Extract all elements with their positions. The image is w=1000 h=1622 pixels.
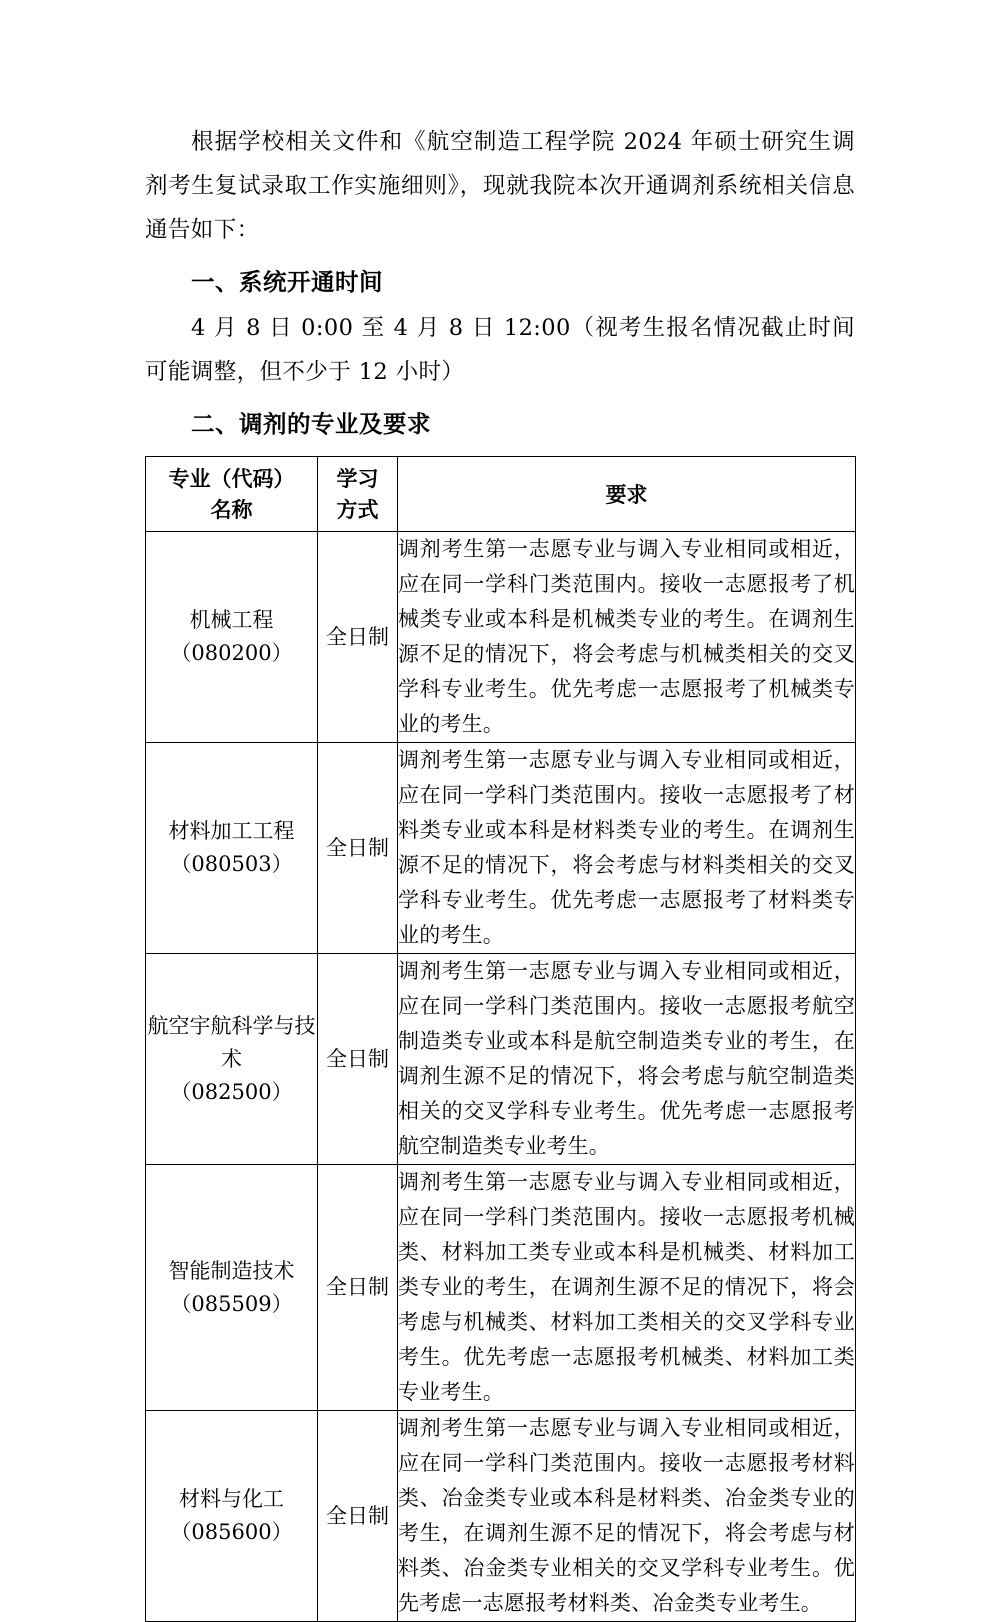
table-row bbox=[146, 1411, 856, 1622]
header-major-name bbox=[146, 457, 318, 532]
major-name: 材料加工工程 bbox=[168, 819, 295, 843]
major-code: （080200） bbox=[170, 641, 293, 665]
section-heading-1: 一、系统开通时间 bbox=[191, 268, 383, 296]
requirement-cell: 调剂考生第一志愿专业与调入专业相同或相近，应在同一学科门类范围内。接收一志愿报考了材料类专业或本科是材料类专业的考生。在调剂生源不足的情况下，将会考虑与材料类相关的交叉学科专业考生。优先考虑一志愿报考了材料类专业的考生。 bbox=[398, 743, 856, 954]
table-row bbox=[146, 954, 856, 1165]
major-name-cell bbox=[146, 954, 318, 1165]
requirement-cell: 调剂考生第一志愿专业与调入专业相同或相近，应在同一学科门类范围内。接收一志愿报考材料类、冶金类专业或本科是材料类、冶金类专业的考生，在调剂生源不足的情况下，将会考虑与材料类、冶金类专业相关的交叉学科专业考生。优先考虑一志愿报考材料类、冶金类专业考生。 bbox=[398, 1411, 856, 1622]
requirement-cell: 调剂考生第一志愿专业与调入专业相同或相近，应在同一学科门类范围内。接收一志愿报考机械类、材料加工类专业或本科是机械类、材料加工类专业的考生，在调剂生源不足的情况下，将会考虑与机械类、材料加工类相关的交叉学科专业考生。优先考虑一志愿报考机械类、材料加工类专业考生。 bbox=[398, 1165, 856, 1411]
study-mode-cell: 全日制 bbox=[318, 954, 398, 1165]
section-heading-2: 二、调剂的专业及要求 bbox=[191, 410, 431, 438]
study-mode-cell: 全日制 bbox=[318, 743, 398, 954]
header-requirement: 要求 bbox=[398, 457, 856, 532]
major-name-cell bbox=[146, 1165, 318, 1411]
study-mode-cell: 全日制 bbox=[318, 1165, 398, 1411]
major-name-cell bbox=[146, 743, 318, 954]
major-name: 航空宇航科学与技术 bbox=[147, 1013, 316, 1071]
header-major-name-line1: 专业（代码） bbox=[168, 466, 295, 491]
table-row bbox=[146, 1165, 856, 1411]
table-row bbox=[146, 532, 856, 743]
major-name-cell bbox=[146, 1411, 318, 1622]
major-name: 机械工程 bbox=[189, 608, 274, 632]
intro-paragraph: 根据学校相关文件和《航空制造工程学院 2024 年硕士研究生调剂考生复试录取工作实施细则》，现就我院本次开通调剂系统相关信息通告如下： bbox=[145, 129, 855, 243]
major-code: （085509） bbox=[170, 1291, 293, 1316]
study-mode-cell: 全日制 bbox=[318, 532, 398, 743]
table-row bbox=[146, 743, 856, 954]
major-name-cell bbox=[146, 532, 318, 743]
header-study-mode bbox=[318, 457, 398, 532]
major-name: 智能制造技术 bbox=[168, 1258, 295, 1283]
requirement-cell: 调剂考生第一志愿专业与调入专业相同或相近，应在同一学科门类范围内。接收一志愿报考航空制造类专业或本科是航空制造类专业的考生，在调剂生源不足的情况下，将会考虑与航空制造类相关的交叉学科专业考生。优先考虑一志愿报考航空制造类专业考生。 bbox=[398, 954, 856, 1165]
table-header-row bbox=[146, 457, 856, 532]
header-study-mode-line2: 方式 bbox=[336, 497, 379, 522]
majors-table bbox=[145, 456, 856, 1622]
major-code: （080503） bbox=[170, 852, 293, 876]
major-code: （082500） bbox=[170, 1079, 293, 1104]
study-mode-cell: 全日制 bbox=[318, 1411, 398, 1622]
section-1-body: 4 月 8 日 0:00 至 4 月 8 日 12:00（视考生报名情况截止时间可能调整，但不少于 12 小时） bbox=[145, 315, 855, 385]
header-study-mode-line1: 学习 bbox=[336, 466, 379, 491]
major-code: （085600） bbox=[170, 1520, 293, 1544]
header-major-name-line2: 名称 bbox=[210, 497, 253, 522]
major-name: 材料与化工 bbox=[179, 1487, 284, 1511]
requirement-cell: 调剂考生第一志愿专业与调入专业相同或相近，应在同一学科门类范围内。接收一志愿报考了机械类专业或本科是机械类专业的考生。在调剂生源不足的情况下，将会考虑与机械类相关的交叉学科专业考生。优先考虑一志愿报考了机械类专业的考生。 bbox=[398, 532, 856, 743]
